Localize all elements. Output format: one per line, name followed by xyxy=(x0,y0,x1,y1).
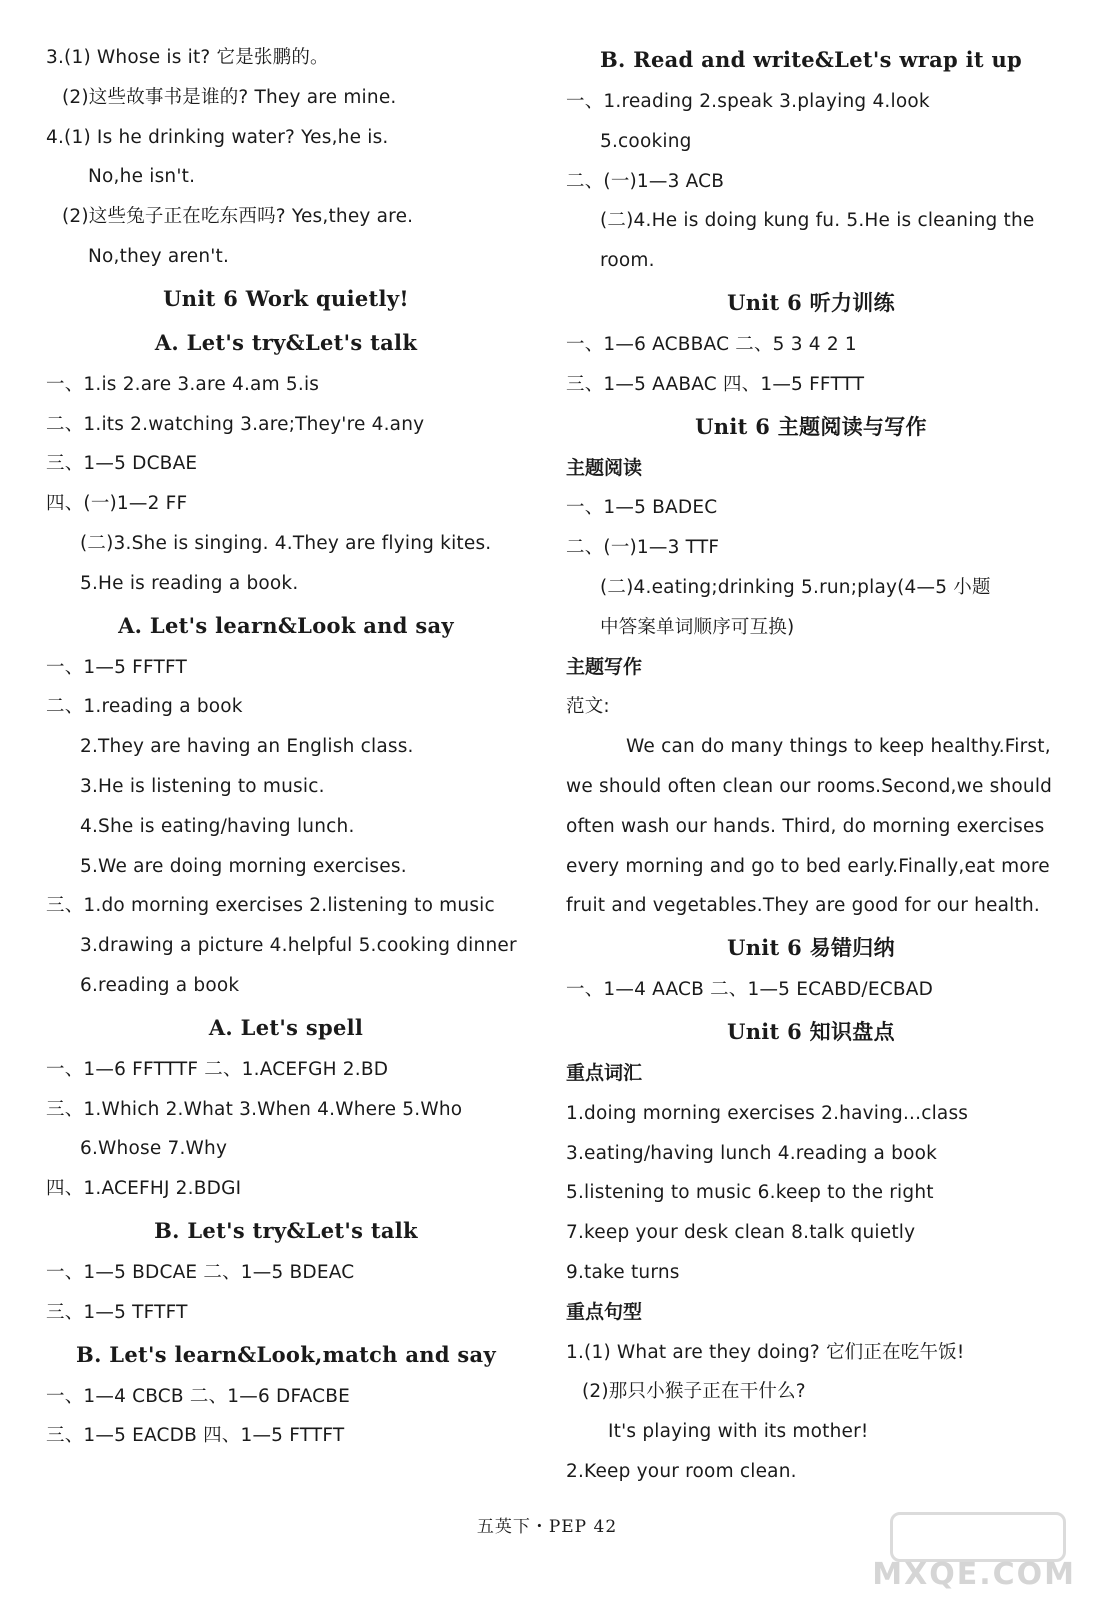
answer-line: 二、(一)1—3 ACB xyxy=(566,170,725,192)
answer-line: fruit and vegetables.They are good for our health. xyxy=(566,895,1040,917)
section-heading: A. Let's learn&Look and say xyxy=(118,612,454,638)
answer-line: 5.listening to music 6.keep to the right xyxy=(566,1182,934,1204)
watermark-logo xyxy=(872,1512,1076,1592)
section-heading: Unit 6 知识盘点 xyxy=(727,1018,895,1044)
answer-line: 一、1—5 BDCAE 二、1—5 BDEAC xyxy=(46,1261,355,1283)
answer-line: 中答案单词顺序可互换) xyxy=(600,616,795,638)
answer-line: room. xyxy=(600,250,655,272)
answer-line: 1.(1) What are they doing? 它们正在吃午饭! xyxy=(566,1341,965,1363)
section-heading: Unit 6 听力训练 xyxy=(727,289,895,315)
answer-line: 4.She is eating/having lunch. xyxy=(80,815,355,837)
answer-line: every morning and go to bed early.Finally,eat more xyxy=(566,855,1050,877)
section-heading: Unit 6 Work quietly! xyxy=(163,285,409,311)
section-heading: B. Let's try&Let's talk xyxy=(154,1217,418,1243)
answer-line: (二)4.He is doing kung fu. 5.He is cleaning the xyxy=(600,210,1035,232)
section-heading: B. Let's learn&Look,match and say xyxy=(76,1341,496,1367)
answer-line: (2)那只小猴子正在干什么? xyxy=(582,1381,806,1403)
answer-line: We can do many things to keep healthy.First, xyxy=(626,736,1051,758)
answer-line: 三、1—5 DCBAE xyxy=(46,453,198,475)
left-column xyxy=(46,38,526,1456)
watermark-text: MXQE.COM xyxy=(872,1557,1076,1592)
page-footer: 五英下・PEP 42 xyxy=(476,1517,618,1537)
answer-line: 三、1—5 AABAC 四、1—5 FFTTT xyxy=(566,373,865,395)
answer-line: (二)3.She is singing. 4.They are flying kites. xyxy=(80,532,492,554)
answer-line: 4.(1) Is he drinking water? Yes,he is. xyxy=(46,126,389,148)
subsection-label: 主题写作 xyxy=(566,655,643,678)
answer-line: 四、(一)1—2 FF xyxy=(46,493,188,515)
answer-line: 一、1.is 2.are 3.are 4.am 5.is xyxy=(46,373,320,395)
answer-line: 三、1.Which 2.What 3.When 4.Where 5.Who xyxy=(46,1098,463,1120)
answer-line: (2)这些兔子正在吃东西吗? Yes,they are. xyxy=(62,206,414,228)
watermark-badge-icon xyxy=(890,1512,1066,1562)
section-heading: Unit 6 易错归纳 xyxy=(727,935,895,961)
answer-line: 3.drawing a picture 4.helpful 5.cooking dinner xyxy=(80,935,517,957)
answer-line: No,they aren't. xyxy=(88,245,230,267)
answer-line: 二、1.its 2.watching 3.are;They're 4.any xyxy=(46,413,425,435)
answer-line: 一、1—5 FFTFT xyxy=(46,656,187,678)
answer-line: 3.eating/having lunch 4.reading a book xyxy=(566,1142,938,1164)
answer-line: 6.reading a book xyxy=(80,974,240,996)
answer-line: (2)这些故事书是谁的? They are mine. xyxy=(62,86,397,108)
answer-line: 一、1—4 AACB 二、1—5 ECABD/ECBAD xyxy=(566,979,934,1001)
answer-line: 9.take turns xyxy=(566,1261,680,1283)
answer-line: 一、1—5 BADEC xyxy=(566,497,718,519)
section-heading: Unit 6 主题阅读与写作 xyxy=(695,413,927,439)
section-heading: A. Let's try&Let's talk xyxy=(154,329,418,355)
answer-line: 3.He is listening to music. xyxy=(80,775,325,797)
answer-line: 四、1.ACEFHJ 2.BDGI xyxy=(46,1178,242,1200)
answer-line: we should often clean our rooms.Second,we should xyxy=(566,775,1053,797)
answer-line: 6.Whose 7.Why xyxy=(80,1138,228,1160)
answer-line: 三、1.do morning exercises 2.listening to music xyxy=(46,895,495,917)
answer-line: 2.They are having an English class. xyxy=(80,736,414,758)
answer-line: 一、1.reading 2.speak 3.playing 4.look xyxy=(566,91,930,112)
subsection-label: 重点词汇 xyxy=(566,1061,643,1084)
answer-line: It's playing with its mother! xyxy=(608,1421,869,1443)
answer-line: 范文: xyxy=(566,696,610,718)
answer-line: often wash our hands. Third, do morning exercises xyxy=(566,815,1045,837)
answer-line: 5.We are doing morning exercises. xyxy=(80,855,407,877)
answer-line: 7.keep your desk clean 8.talk quietly xyxy=(566,1222,916,1244)
subsection-label: 主题阅读 xyxy=(566,456,643,479)
answer-line: No,he isn't. xyxy=(88,166,196,188)
answer-line: 三、1—5 TFTFT xyxy=(46,1301,188,1323)
answer-line: 5.He is reading a book. xyxy=(80,572,299,594)
answer-line: (二)4.eating;drinking 5.run;play(4—5 小题 xyxy=(600,576,991,598)
answer-line: 二、(一)1—3 TTF xyxy=(566,537,720,559)
right-column xyxy=(566,38,1056,1492)
section-heading: A. Let's spell xyxy=(208,1014,364,1040)
answer-line: 三、1—5 EACDB 四、1—5 FTTFT xyxy=(46,1425,345,1447)
answer-line: 一、1—6 FFTTTF 二、1.ACEFGH 2.BD xyxy=(46,1058,389,1080)
answer-line: 2.Keep your room clean. xyxy=(566,1460,797,1482)
section-heading: B. Read and write&Let's wrap it up xyxy=(599,47,1023,72)
answer-line: 5.cooking xyxy=(600,130,692,152)
answer-line: 1.doing morning exercises 2.having...class xyxy=(566,1102,969,1124)
answer-line: 一、1—4 CBCB 二、1—6 DFACBE xyxy=(46,1385,351,1407)
answer-line: 二、1.reading a book xyxy=(46,696,243,718)
subsection-label: 重点句型 xyxy=(566,1300,643,1323)
answer-line: 3.(1) Whose is it? 它是张鹏的。 xyxy=(46,47,329,68)
answer-line: 一、1—6 ACBBAC 二、5 3 4 2 1 xyxy=(566,333,857,355)
